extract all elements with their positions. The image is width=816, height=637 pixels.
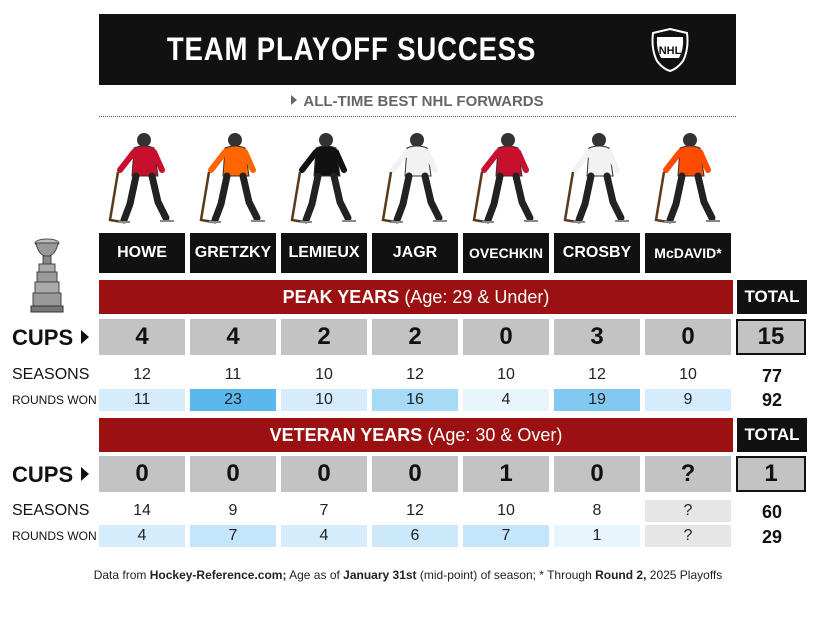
- title-bar: [99, 14, 736, 85]
- peak-seasons-cell: 12: [133, 366, 151, 383]
- veteran-rounds-cell: 6: [372, 525, 458, 547]
- veteran-cups-cell: 0: [372, 456, 458, 492]
- player-name-cell: JAGR: [372, 233, 458, 273]
- player-name-cell: HOWE: [99, 233, 185, 273]
- player-photo: [191, 124, 275, 228]
- peak-rounds-cell: 16: [372, 389, 458, 411]
- veteran-cups-cell: 0: [281, 456, 367, 492]
- player-photo: [282, 124, 366, 228]
- player-name-cell: McDAVID*: [645, 233, 731, 273]
- peak-rounds-cell: 9: [645, 389, 731, 411]
- peak-seasons-cell: 10: [315, 366, 333, 383]
- veteran-seasons-total: 60: [761, 502, 783, 522]
- peak-rounds-cell: 19: [554, 389, 640, 411]
- subtitle: ALL-TIME BEST NHL FORWARDS: [99, 89, 736, 117]
- player-name-cell: GRETZKY: [190, 233, 276, 273]
- peak-seasons-cell: 12: [588, 366, 606, 383]
- veteran-cups-cell: ?: [645, 456, 731, 492]
- peak-cups-total: 15: [736, 319, 806, 355]
- peak-seasons-total: 77: [761, 366, 783, 386]
- veteran-cups-total: 1: [736, 456, 806, 492]
- footer-note: Data from Hockey-Reference.com; Age as of January 31st (mid-point) of season; * Through Round 2, 2025 Playoffs: [93, 568, 723, 582]
- player-photo: [373, 124, 457, 228]
- peak-rounds-cell: 11: [99, 389, 185, 411]
- veteran-seasons-cell: 14: [133, 502, 151, 519]
- play-arrow-icon: [291, 95, 297, 105]
- peak-years-bar: PEAK YEARS (Age: 29 & Under): [99, 280, 733, 314]
- peak-seasons-cell: 10: [679, 366, 697, 383]
- veteran-cups-cell: 0: [99, 456, 185, 492]
- arrow-right-icon: [81, 467, 89, 481]
- stanley-cup-icon: [24, 234, 70, 314]
- peak-seasons-cell: 12: [406, 366, 424, 383]
- peak-cups-label: CUPS: [12, 325, 89, 351]
- peak-rounds-label: ROUNDS WON: [12, 393, 97, 407]
- peak-cups-cell: 0: [463, 319, 549, 355]
- veteran-seasons-cell: 9: [228, 502, 238, 519]
- peak-total-header: TOTAL: [737, 280, 807, 314]
- veteran-rounds-cell: 7: [190, 525, 276, 547]
- peak-rounds-cell: 23: [190, 389, 276, 411]
- veteran-rounds-cell: 1: [554, 525, 640, 547]
- veteran-seasons-label: SEASONS: [12, 502, 90, 519]
- player-name-cell: CROSBY: [554, 233, 640, 273]
- veteran-cups-label: CUPS: [12, 462, 89, 488]
- peak-cups-cell: 2: [281, 319, 367, 355]
- peak-cups-cell: 3: [554, 319, 640, 355]
- peak-cups-cell: 2: [372, 319, 458, 355]
- player-photo: [100, 124, 184, 228]
- veteran-seasons-cell: ?: [645, 500, 731, 522]
- nhl-shield-icon: [647, 27, 693, 73]
- player-photo: [464, 124, 548, 228]
- veteran-rounds-cell: 7: [463, 525, 549, 547]
- peak-rounds-cell: 4: [463, 389, 549, 411]
- peak-cups-cell: 0: [645, 319, 731, 355]
- player-photo: [646, 124, 730, 228]
- peak-seasons-cell: 11: [224, 366, 242, 383]
- veteran-seasons-cell: 12: [406, 502, 424, 519]
- veteran-rounds-cell: 4: [99, 525, 185, 547]
- player-name-cell: LEMIEUX: [281, 233, 367, 273]
- veteran-seasons-cell: 8: [592, 502, 602, 519]
- peak-cups-cell: 4: [190, 319, 276, 355]
- veteran-rounds-cell: ?: [645, 525, 731, 547]
- peak-seasons-label: SEASONS: [12, 366, 90, 383]
- page-title: TEAM PLAYOFF SUCCESS: [166, 31, 537, 67]
- veteran-seasons-cell: 10: [497, 502, 515, 519]
- peak-cups-cell: 4: [99, 319, 185, 355]
- veteran-cups-cell: 1: [463, 456, 549, 492]
- player-name-cell: OVECHKIN: [463, 233, 549, 273]
- veteran-cups-cell: 0: [190, 456, 276, 492]
- peak-rounds-cell: 10: [281, 389, 367, 411]
- arrow-right-icon: [81, 330, 89, 344]
- veteran-seasons-cell: 7: [319, 502, 329, 519]
- veteran-total-header: TOTAL: [737, 418, 807, 452]
- svg-text:NHL: NHL: [658, 45, 682, 57]
- veteran-years-bar: VETERAN YEARS (Age: 30 & Over): [99, 418, 733, 452]
- player-photo: [555, 124, 639, 228]
- veteran-rounds-label: ROUNDS WON: [12, 529, 97, 543]
- peak-rounds-total: 92: [761, 390, 783, 410]
- peak-seasons-cell: 10: [497, 366, 515, 383]
- veteran-rounds-cell: 4: [281, 525, 367, 547]
- veteran-rounds-total: 29: [761, 527, 783, 547]
- veteran-cups-cell: 0: [554, 456, 640, 492]
